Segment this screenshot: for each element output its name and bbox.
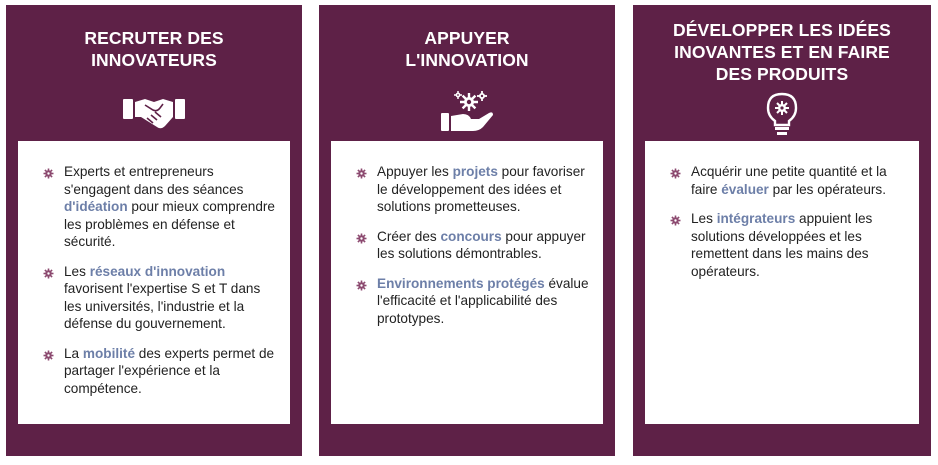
list-item	[645, 210, 919, 280]
list-item	[331, 163, 603, 216]
item-text: La	[64, 345, 83, 361]
card-develop	[633, 5, 931, 456]
gear-bullet-icon	[43, 166, 54, 177]
item-highlight: évaluer	[721, 181, 769, 197]
list-item	[18, 263, 290, 333]
item-text-end: pour favoriser le développement des idées et solutions prometteuses.	[377, 164, 585, 214]
item-highlight: intégrateurs	[716, 211, 796, 226]
item-text: Créer des	[377, 228, 441, 244]
item-highlight: concours	[440, 228, 502, 244]
item-text: Acquérir une petite quantité et la faire	[691, 164, 887, 197]
card-footer	[319, 424, 615, 456]
card-footer	[633, 424, 931, 456]
card-header	[633, 5, 931, 141]
card-header	[6, 5, 302, 141]
bullet-list	[645, 163, 919, 292]
lightbulb-gear-icon	[762, 91, 802, 142]
card-recruit	[6, 5, 302, 456]
item-highlight: mobilité	[82, 345, 136, 361]
item-highlight: d'idéation	[64, 199, 128, 214]
list-item	[18, 163, 290, 251]
item-text: Les	[691, 211, 717, 226]
item-text: Les	[64, 263, 90, 279]
card-header	[319, 5, 615, 141]
item-text-end: favorisent l'expertise S et T dans les universités, l'industrie et la défense du gouvernement.	[64, 281, 261, 331]
item-text-end: pour appuyer les solutions démontrables.	[377, 228, 586, 261]
list-item	[331, 228, 603, 263]
gear-bullet-icon	[356, 166, 367, 177]
gear-bullet-icon	[356, 278, 367, 289]
item-text: Appuyer les	[377, 164, 453, 179]
card-title: APPUYER L'INNOVATION	[405, 28, 529, 70]
item-text-end: par les opérateurs.	[768, 181, 886, 197]
gear-bullet-icon	[670, 213, 681, 224]
card-body	[331, 141, 603, 424]
card-body	[645, 141, 919, 424]
gear-bullet-icon	[356, 231, 367, 242]
bullet-list	[331, 163, 603, 339]
item-text-end: pour mieux comprendre les problèmes en défense et sécurité.	[64, 199, 275, 249]
gear-bullet-icon	[43, 266, 54, 277]
item-text-end: des experts permet de partager l'expérience et la compétence.	[64, 345, 275, 396]
item-highlight: réseaux d'innovation	[89, 263, 226, 279]
card-footer	[6, 424, 302, 456]
list-item	[645, 163, 919, 198]
bullet-list	[18, 163, 290, 409]
card-body	[18, 141, 290, 424]
gear-bullet-icon	[670, 166, 681, 177]
handshake-icon	[123, 93, 185, 138]
item-highlight: Environnements protégés	[377, 275, 545, 291]
card-title: DÉVELOPPER LES IDÉES INOVANTES ET EN FAIRE DES PRODUITS	[673, 20, 891, 84]
item-text-end: évalue l'efficacité et l'applicabilité des prototypes.	[377, 275, 589, 326]
list-item	[331, 275, 603, 328]
hand-gears-icon	[439, 89, 495, 138]
item-text: Experts et entrepreneurs s'engagent dans des séances	[64, 164, 244, 197]
card-title: RECRUTER DES INNOVATEURS	[84, 28, 224, 70]
list-item	[18, 345, 290, 398]
card-support	[319, 5, 615, 456]
gear-bullet-icon	[43, 348, 54, 359]
item-text-end: appuient les solutions développées et les remettent dans les mains des opérateurs.	[691, 211, 873, 279]
item-highlight: projets	[452, 164, 498, 179]
